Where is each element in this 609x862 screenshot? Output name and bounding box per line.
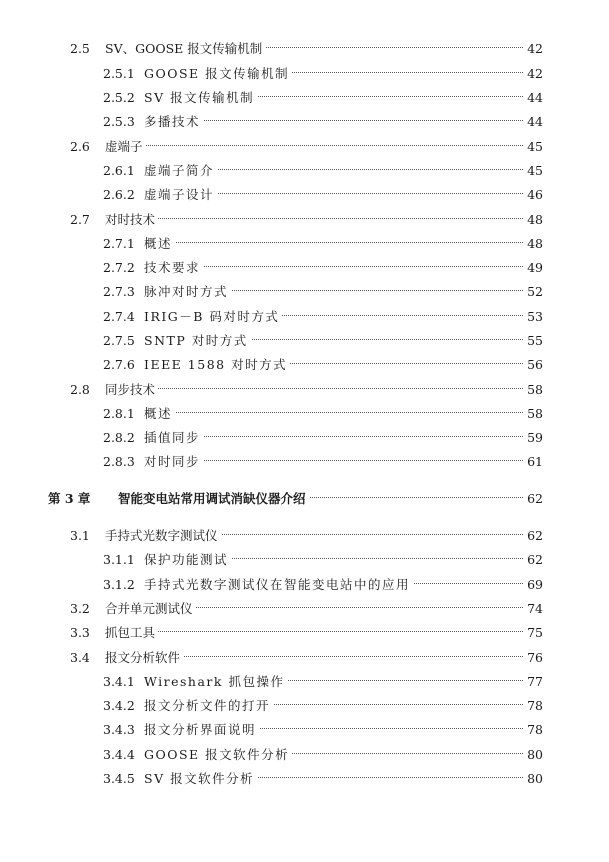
toc-leader-dots xyxy=(144,266,543,267)
toc-entry[interactable] xyxy=(0,354,609,374)
toc-entry-title: 智能变电站常用调试消缺仪器介绍 xyxy=(118,489,309,507)
toc-entry-number: 3.4.4 xyxy=(103,746,135,762)
toc-entry-number: 3.2 xyxy=(70,600,90,616)
toc-entry-title: SV 报文传输机制 xyxy=(144,88,257,106)
toc-entry-number: 2.7.3 xyxy=(103,283,135,299)
toc-entry-page: 62 xyxy=(524,491,543,506)
toc-entry-page: 58 xyxy=(524,382,543,397)
toc-entry-page: 62 xyxy=(524,528,543,543)
toc-entry-title: 虚端子简介 xyxy=(144,161,217,179)
toc-entry-title: GOOSE 报文传输机制 xyxy=(144,64,292,82)
toc-entry[interactable] xyxy=(0,719,609,739)
toc-entry[interactable] xyxy=(0,598,609,618)
toc-entry-number: 3.1.1 xyxy=(103,551,135,567)
toc-entry-title: 概述 xyxy=(144,234,175,252)
toc-entry-title: 插值同步 xyxy=(144,428,203,446)
toc-entry-page: 52 xyxy=(524,284,543,299)
toc-leader-dots xyxy=(144,460,543,461)
toc-entry-page: 59 xyxy=(524,430,543,445)
toc-entry-title: IRIG－B 码对时方式 xyxy=(144,307,282,325)
toc-entry-title: 技术要求 xyxy=(144,258,203,276)
toc-entry-page: 58 xyxy=(524,406,543,421)
toc-entry-title: 概述 xyxy=(144,404,175,422)
toc-entry-title: 虚端子 xyxy=(105,137,146,155)
toc-entry-page: 80 xyxy=(524,771,543,786)
toc-entry-number: 2.6 xyxy=(70,138,90,154)
toc-entry-number: 3.4 xyxy=(70,649,90,665)
toc-entry-page: 76 xyxy=(524,650,543,665)
toc-entry-page: 61 xyxy=(524,454,543,469)
toc-entry-number: 2.8.2 xyxy=(103,429,135,445)
toc-entry-number: 2.8.1 xyxy=(103,405,135,421)
toc-entry-page: 62 xyxy=(524,552,543,567)
toc-leader-dots xyxy=(105,218,543,219)
toc-entry-number: 第 3 章 xyxy=(48,491,91,506)
toc-entry-number: 2.7.5 xyxy=(103,332,135,348)
toc-entry-number: 2.7.1 xyxy=(103,235,135,251)
toc-entry-title: 报文分析软件 xyxy=(105,648,183,666)
toc-entry-title: 抓包工具 xyxy=(105,623,158,641)
toc-entry-page: 75 xyxy=(524,625,543,640)
toc-entry-number: 2.7.4 xyxy=(103,308,135,324)
toc-entry-title: 报文分析界面说明 xyxy=(144,720,259,738)
toc-entry-number: 2.5.1 xyxy=(103,65,135,81)
toc-entry-number: 2.6.1 xyxy=(103,162,135,178)
toc-leader-dots xyxy=(144,242,543,243)
toc-entry-title: 保护功能测试 xyxy=(144,550,231,568)
toc-entry[interactable] xyxy=(0,695,609,715)
toc-leader-dots xyxy=(144,436,543,437)
toc-entry-page: 80 xyxy=(524,747,543,762)
toc-entry[interactable] xyxy=(0,257,609,277)
toc-entry-title: Wireshark 抓包操作 xyxy=(144,672,287,690)
toc-entry-number: 3.1.2 xyxy=(103,576,135,592)
toc-leader-dots xyxy=(105,631,543,632)
toc-leader-dots xyxy=(105,145,543,146)
toc-entry[interactable] xyxy=(0,379,609,399)
toc-entry[interactable] xyxy=(0,647,609,667)
toc-entry-page: 44 xyxy=(524,114,543,129)
toc-entry[interactable] xyxy=(0,768,609,788)
toc-entry-page: 78 xyxy=(524,698,543,713)
toc-entry[interactable] xyxy=(0,744,609,764)
toc-leader-dots xyxy=(144,120,543,121)
toc-entry-page: 48 xyxy=(524,212,543,227)
toc-entry-number: 3.1 xyxy=(70,527,90,543)
toc-entry[interactable] xyxy=(0,427,609,447)
toc-entry-title: 对时技术 xyxy=(105,210,158,228)
toc-entry-number: 2.7.6 xyxy=(103,356,135,372)
toc-entry-title: 虚端子设计 xyxy=(144,185,217,203)
toc-entry-page: 48 xyxy=(524,236,543,251)
toc-entry-number: 3.4.5 xyxy=(103,770,135,786)
toc-entry-page: 53 xyxy=(524,309,543,324)
toc-entry-title: 同步技术 xyxy=(105,380,158,398)
toc-leader-dots xyxy=(144,412,543,413)
toc-entry[interactable] xyxy=(0,136,609,156)
toc-entry-title: SNTP 对时方式 xyxy=(144,331,251,349)
toc-entry-title: 合并单元测试仪 xyxy=(105,599,196,617)
toc-entry-page: 55 xyxy=(524,333,543,348)
toc-entry-page: 46 xyxy=(524,187,543,202)
toc-entry-number: 2.8.3 xyxy=(103,453,135,469)
toc-entry-page: 44 xyxy=(524,90,543,105)
toc-entry[interactable] xyxy=(0,451,609,471)
toc-entry[interactable] xyxy=(0,525,609,545)
toc-entry-page: 45 xyxy=(524,139,543,154)
toc-entry[interactable] xyxy=(0,184,609,204)
toc-entry-title: SV 报文软件分析 xyxy=(144,769,257,787)
toc-entry-number: 2.5 xyxy=(70,40,90,56)
toc-entry-page: 78 xyxy=(524,722,543,737)
toc-entry-number: 3.4.1 xyxy=(103,673,135,689)
toc-entry[interactable] xyxy=(0,63,609,83)
toc-entry[interactable] xyxy=(0,160,609,180)
toc-entry-title: IEEE 1588 对时方式 xyxy=(144,355,290,373)
toc-entry[interactable] xyxy=(0,111,609,131)
toc-entry[interactable] xyxy=(0,671,609,691)
toc-entry-number: 2.7.2 xyxy=(103,259,135,275)
toc-entry-page: 77 xyxy=(524,674,543,689)
toc-entry[interactable] xyxy=(0,549,609,569)
toc-entry-number: 3.3 xyxy=(70,624,90,640)
toc-entry-number: 2.5.2 xyxy=(103,89,135,105)
toc-entry-page: 49 xyxy=(524,260,543,275)
toc-entry[interactable] xyxy=(0,87,609,107)
toc-entry-title: 脉冲对时方式 xyxy=(144,282,231,300)
toc-entry-title: 多播技术 xyxy=(144,112,203,130)
toc-entry-title: GOOSE 报文软件分析 xyxy=(144,745,292,763)
toc-entry-page: 74 xyxy=(524,601,543,616)
toc-entry-page: 42 xyxy=(524,41,543,56)
toc-entry-number: 2.6.2 xyxy=(103,186,135,202)
toc-entry-number: 3.4.3 xyxy=(103,721,135,737)
toc-chapter-entry[interactable] xyxy=(0,488,609,508)
toc-entry[interactable] xyxy=(0,403,609,423)
toc-entry-number: 2.5.3 xyxy=(103,113,135,129)
toc-entry[interactable] xyxy=(0,330,609,350)
toc-entry-title: 手持式光数字测试仪在智能变电站中的应用 xyxy=(144,575,413,593)
toc-entry[interactable] xyxy=(0,209,609,229)
toc-leader-dots xyxy=(105,388,543,389)
toc-entry[interactable] xyxy=(0,622,609,642)
toc-entry[interactable] xyxy=(0,281,609,301)
toc-entry-page: 69 xyxy=(524,577,543,592)
toc-entry-title: SV、GOOSE 报文传输机制 xyxy=(105,39,265,57)
toc-entry-number: 2.7 xyxy=(70,211,90,227)
toc-entry-number: 2.8 xyxy=(70,381,90,397)
toc-entry-number: 3.4.2 xyxy=(103,697,135,713)
toc-entry[interactable] xyxy=(0,233,609,253)
toc-entry-title: 手持式光数字测试仪 xyxy=(105,526,221,544)
toc-entry[interactable] xyxy=(0,38,609,58)
toc-entry[interactable] xyxy=(0,574,609,594)
toc-entry-title: 对时同步 xyxy=(144,452,203,470)
toc-entry[interactable] xyxy=(0,306,609,326)
toc-entry-page: 56 xyxy=(524,357,543,372)
toc-entry-page: 42 xyxy=(524,66,543,81)
toc-entry-page: 45 xyxy=(524,163,543,178)
toc-entry-title: 报文分析文件的打开 xyxy=(144,696,273,714)
